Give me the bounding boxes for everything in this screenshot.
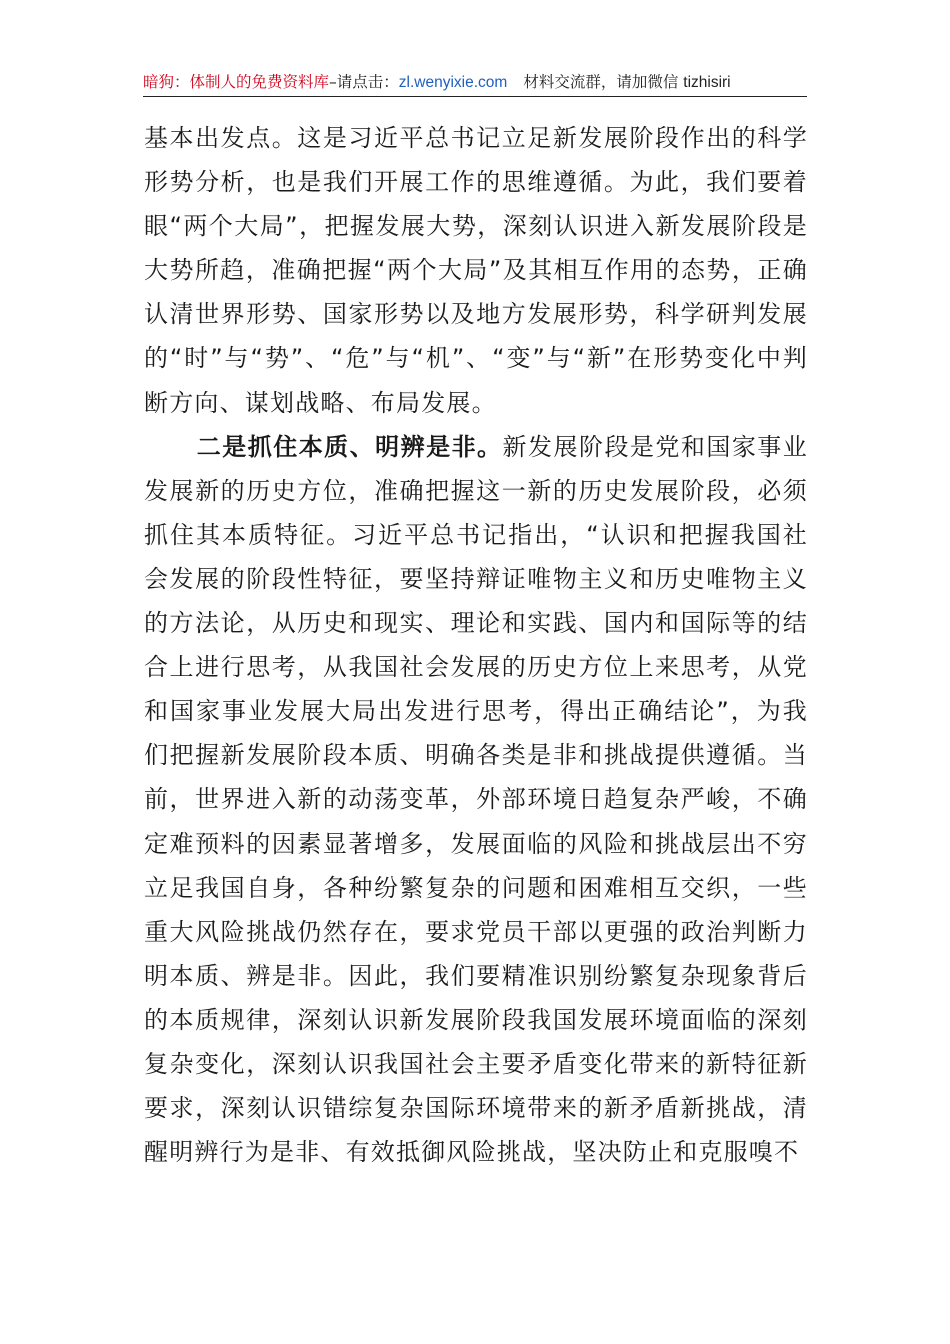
document-body (144, 116, 808, 1174)
header-contact-label: 材料交流群，请加微信 (523, 73, 679, 91)
header-brand: 暗狗：体制人的免费资料库 (143, 73, 330, 91)
paragraph-2-text: 新发展阶段是党和国家事业发展新的历史方位，准确把握这一新的历史发展阶段，必须抓住其本质特征。习近平总书记指出，“认识和把握我国社会发展的阶段性特征，要坚持辩证唯物主义和历史唯物主义的方法论，从历史和现实、理论和实践、国内和国际等的结合上进行思考，从我国社会发展的历史方位上来思考，从党和国家事业发展大局出发进行思考，得出正确结论”，为我们把握新发展阶段本质、明确各类是非和挑战提供遵循。当前，世界进入新的动荡变革，外部环境日趋复杂严峻，不确定难预料的因素显著增多，发展面临的风险和挑战层出不穷立足我国自身，各种纷繁复杂的问题和困难相互交织，一些重大风险挑战仍然存在，要求党员干部以更强的政治判断力明本质、辨是非。因此，我们要精准识别纷繁复杂现象背后的本质规律，深刻认识新发展阶段我国发展环境面临的深刻复杂变化，深刻认识我国社会主要矛盾变化带来的新特征新要求，深刻认识错综复杂国际环境带来的新矛盾新挑战，清醒明辨行为是非、有效抵御风险挑战，坚决防止和克服嗅不 (144, 432, 808, 1167)
header-wechat-id: tizhisiri (683, 74, 731, 91)
header-contact (523, 73, 730, 91)
header-url-link[interactable]: zl.wenyixie.com (398, 74, 508, 91)
paragraph-2-lead: 二是抓住本质、明辨是非。 (196, 432, 503, 461)
paragraph-2 (144, 425, 808, 1175)
paragraph-1: 基本出发点。这是习近平总书记立足新发展阶段作出的科学形势分析，也是我们开展工作的思维遵循。为此，我们要着眼“两个大局”，把握发展大势，深刻认识进入新发展阶段是大势所趋，准确把握“两个大局”及其相互作用的态势，正确认清世界形势、国家形势以及地方发展形势，科学研判发展的“时”与“势”、“危”与“机”、“变”与“新”在形势变化中判断方向、谋划战略、布局发展。 (144, 124, 808, 417)
page-header (143, 70, 807, 97)
header-link-label: –请点击： (329, 73, 399, 91)
